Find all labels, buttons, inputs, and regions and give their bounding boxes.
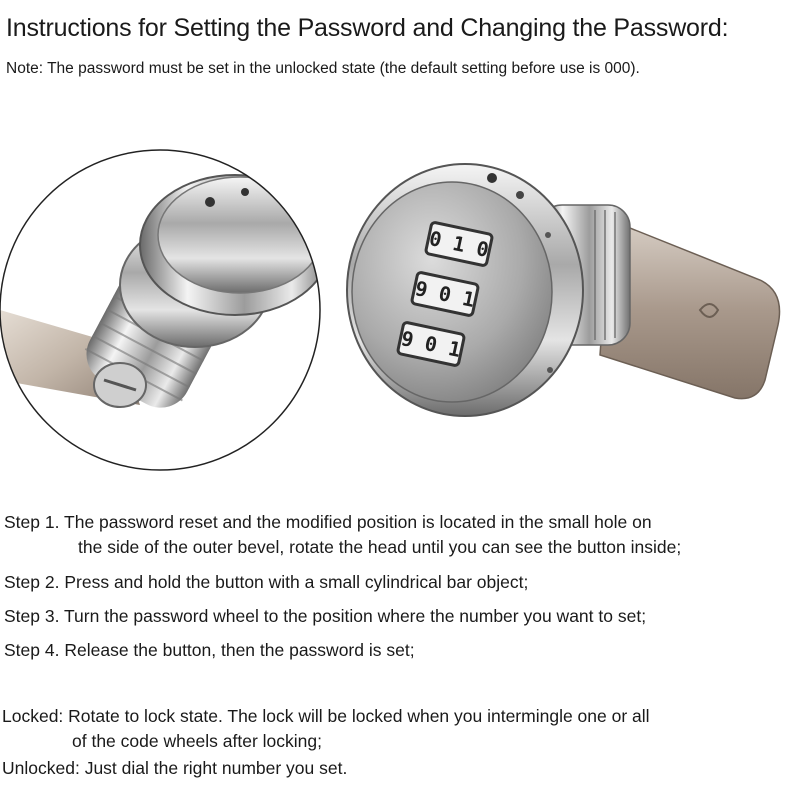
step-1-text-continued: the side of the outer bevel, rotate the head until you can see the button inside; [78, 537, 682, 557]
step-1-text: The password reset and the modified position is located in the small hole on [64, 512, 652, 532]
page-note: Note: The password must be set in the unlocked state (the default setting before use is 000). [6, 60, 640, 77]
page-title: Instructions for Setting the Password and Changing the Password: [6, 14, 729, 42]
step-2-text: Press and hold the button with a small cylindrical bar object; [64, 572, 529, 592]
step-4-label: Step 4. [4, 640, 60, 660]
step-3 [4, 606, 646, 627]
unlocked-state [2, 758, 347, 779]
locked-state [2, 706, 650, 752]
unlocked-text: Just dial the right number you set. [84, 758, 348, 778]
code-wheel-1-digits: 0 1 0 [427, 226, 491, 262]
code-wheel-3-digits: 9 0 1 [399, 326, 463, 362]
product-figure [0, 140, 800, 480]
step-2 [4, 572, 528, 593]
combination-lock [347, 164, 780, 416]
step-2-label: Step 2. [4, 572, 60, 592]
step-4 [4, 640, 415, 661]
unlocked-label: Unlocked: [2, 758, 80, 778]
step-3-label: Step 3. [4, 606, 60, 626]
locked-text-continued: of the code wheels after locking; [72, 731, 323, 751]
locked-label: Locked: [2, 706, 64, 726]
step-1-label: Step 1. [4, 512, 60, 532]
code-wheel-2-digits: 9 0 1 [413, 276, 477, 312]
step-4-text: Release the button, then the password is set; [64, 640, 415, 660]
locked-text: Rotate to lock state. The lock will be locked when you intermingle one or all [68, 706, 650, 726]
step-3-text: Turn the password wheel to the position where the number you want to set; [64, 606, 647, 626]
closeup-detail [0, 150, 330, 470]
step-1 [4, 512, 681, 558]
